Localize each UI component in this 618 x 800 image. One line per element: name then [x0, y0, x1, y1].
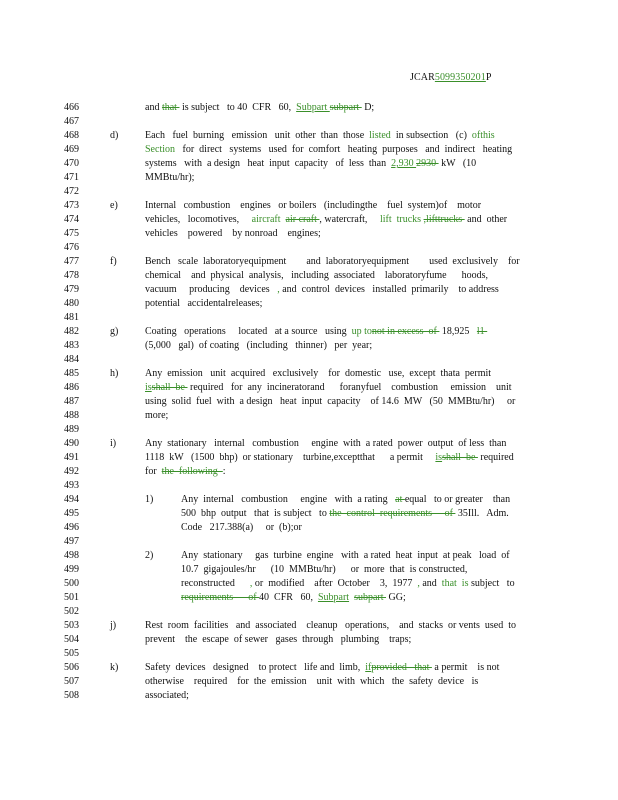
line-number: 470	[64, 158, 79, 169]
inserted-underlined-text: 2,930	[391, 158, 417, 169]
text-line	[145, 144, 512, 155]
line-number: 497	[64, 536, 79, 547]
text-line	[145, 634, 411, 645]
text-line	[145, 158, 476, 169]
paragraph-marker: 2)	[145, 550, 154, 561]
document-id	[410, 72, 492, 83]
text-run: Bench scale laboratoryequipment and laboratoryequipment used exclusively for	[145, 256, 520, 267]
text-run: required for any incineratorand foranyfuel combustion emission unit	[187, 382, 512, 393]
text-line	[145, 662, 499, 673]
text-line	[145, 382, 512, 393]
inserted-text: up to	[351, 326, 372, 337]
text-run: 18,925	[439, 326, 477, 337]
line-number: 466	[64, 102, 79, 113]
line-number: 508	[64, 690, 79, 701]
text-run: (5,000 gal) of coating (including thinner) per year;	[145, 340, 373, 351]
text-run: :	[222, 466, 226, 477]
deleted-text: at	[395, 494, 405, 505]
text-line	[145, 438, 506, 449]
text-run: Coating operations located at a source using	[145, 326, 352, 337]
text-line	[145, 340, 372, 351]
document-id-number: 5099350201	[434, 72, 486, 83]
line-number: 488	[64, 410, 79, 421]
paragraph-marker: d)	[110, 130, 119, 141]
deleted-text: subpart	[329, 102, 362, 113]
text-run: Code 217.388(a) or (b);or	[181, 522, 302, 533]
line-number: 490	[64, 438, 79, 449]
inserted-underlined-text: if	[365, 662, 372, 673]
text-line	[181, 578, 515, 589]
line-number: 500	[64, 578, 79, 589]
text-line	[145, 228, 321, 239]
line-number: 489	[64, 424, 79, 435]
text-run: 35Ill. Adm.	[455, 508, 509, 519]
line-number: 493	[64, 480, 79, 491]
inserted-text: Section	[145, 144, 175, 155]
text-run: 500 bhp output that is subject to	[181, 508, 330, 519]
line-number: 492	[64, 466, 79, 477]
inserted-text: lift trucks	[379, 214, 422, 225]
text-run: Safety devices designed to protect life and limb,	[145, 662, 366, 673]
text-run: 40 CFR 60,	[259, 592, 318, 603]
line-number: 471	[64, 172, 79, 183]
line-number: 498	[64, 550, 79, 561]
paragraph-marker: 1)	[145, 494, 154, 505]
deleted-text: that	[161, 102, 180, 113]
text-run: required	[477, 452, 514, 463]
text-run: Any stationary gas turbine engine with a rated heat input at peak load of	[181, 550, 510, 561]
text-run: is subject to 40 CFR 60,	[179, 102, 297, 113]
deleted-text: shall be	[442, 452, 478, 463]
inserted-text: that is	[441, 578, 469, 589]
text-run: potential accidentalreleases;	[145, 298, 263, 309]
text-line	[145, 200, 481, 211]
line-number: 469	[64, 144, 79, 155]
line-number: 474	[64, 214, 79, 225]
text-run: a permit is not	[431, 662, 500, 673]
inserted-text: ofthis	[471, 130, 495, 141]
deleted-text: provided that	[371, 662, 432, 673]
text-run: Any internal combustion engine with a rating	[181, 494, 396, 505]
text-run: vehicles, locomotives,	[145, 214, 252, 225]
line-number: 506	[64, 662, 79, 673]
line-number: 476	[64, 242, 79, 253]
line-number: 502	[64, 606, 79, 617]
text-line	[145, 214, 507, 225]
text-run: in subsection (c)	[390, 130, 472, 141]
line-number: 504	[64, 634, 79, 645]
paragraph-marker: k)	[110, 662, 119, 673]
deleted-text: the following	[161, 466, 223, 477]
text-run: 1118 kW (1500 bhp) or stationary turbine,exceptthat a permit	[145, 452, 436, 463]
deleted-text: l1	[476, 326, 488, 337]
deleted-text: the control requirements of	[329, 508, 456, 519]
deleted-text: not in excess of	[371, 326, 440, 337]
text-run: more;	[145, 410, 169, 421]
line-number: 505	[64, 648, 79, 659]
line-number: 495	[64, 508, 79, 519]
text-run: Internal combustion engines or boilers (includingthe fuel system)of motor	[145, 200, 482, 211]
text-run: , watercraft,	[319, 214, 380, 225]
text-run: Any emission unit acquired exclusively for domestic use, except thata permit	[145, 368, 492, 379]
text-run: Any stationary internal combustion engine with a rated power output of less than	[145, 438, 507, 449]
text-run: Rest room facilities and associated cleanup operations, and stacks or vents used to	[145, 620, 517, 631]
line-number: 479	[64, 284, 79, 295]
document-id-suffix: P	[485, 72, 492, 83]
text-line	[145, 172, 194, 183]
text-run: chemical and physical analysis, including associated laboratoryfume hoods,	[145, 270, 488, 281]
text-run: using solid fuel with a design heat input capacity of 14.6 MW (50 MMBtu/hr) or	[145, 396, 516, 407]
text-run: prevent the escape of sewer gases through plumbing traps;	[145, 634, 412, 645]
text-line	[145, 410, 168, 421]
line-number: 496	[64, 522, 79, 533]
text-line	[145, 452, 514, 463]
line-number: 467	[64, 116, 79, 127]
text-line	[145, 270, 488, 281]
text-line	[181, 592, 406, 603]
text-run: MMBtu/hr);	[145, 172, 195, 183]
paragraph-marker: e)	[110, 200, 118, 211]
text-line	[145, 620, 516, 631]
text-run: kW (10	[438, 158, 477, 169]
deleted-text: air craft	[285, 214, 320, 225]
paragraph-marker: g)	[110, 326, 119, 337]
inserted-text: ,	[417, 578, 420, 589]
line-number: 475	[64, 228, 79, 239]
text-run: 10.7 gigajoules/hr (10 MMBtu/hr) or more that is constructed,	[181, 564, 468, 575]
paragraph-marker: h)	[110, 368, 119, 379]
line-number: 499	[64, 564, 79, 575]
line-number: 503	[64, 620, 79, 631]
text-run: systems with a design heat input capacity of less than	[145, 158, 392, 169]
line-number: 481	[64, 312, 79, 323]
text-run: associated;	[145, 690, 189, 701]
text-line	[145, 690, 189, 701]
inserted-text: ,	[249, 578, 253, 589]
text-run: or modified after October 3, 1977	[252, 578, 418, 589]
line-number: 494	[64, 494, 79, 505]
deleted-text: requirements of	[181, 592, 260, 603]
inserted-text: listed	[369, 130, 391, 141]
paragraph-marker: j)	[110, 620, 117, 631]
line-number: 487	[64, 396, 79, 407]
document-id-prefix: JCAR	[410, 72, 435, 83]
paragraph-marker: f)	[110, 256, 117, 267]
text-line	[145, 368, 491, 379]
text-run: and control devices installed primarily to address	[279, 284, 499, 295]
text-run: subject to	[468, 578, 515, 589]
text-run: and	[145, 102, 162, 113]
text-line	[145, 256, 520, 267]
text-line	[145, 326, 487, 337]
inserted-underlined-text: Subpart	[317, 592, 350, 603]
text-run: vehicles powered by nonroad engines;	[145, 228, 321, 239]
text-run: D;	[361, 102, 375, 113]
line-number: 473	[64, 200, 79, 211]
text-line	[145, 130, 495, 141]
text-run: and other	[464, 214, 508, 225]
text-run: for	[145, 466, 162, 477]
text-line	[145, 676, 478, 687]
text-run: reconstructed	[181, 578, 250, 589]
line-number: 501	[64, 592, 79, 603]
deleted-text: shall be	[151, 382, 188, 393]
paragraph-marker: i)	[110, 438, 117, 449]
deleted-text: subpart	[354, 592, 387, 603]
line-number: 482	[64, 326, 79, 337]
text-line	[145, 298, 262, 309]
line-number: 485	[64, 368, 79, 379]
text-run: equal to or greater than	[404, 494, 511, 505]
text-run: vacuum producing devices	[145, 284, 278, 295]
inserted-underlined-text: Subpart	[296, 102, 330, 113]
line-number: 478	[64, 270, 79, 281]
text-line	[181, 494, 510, 505]
deleted-text: ,lifttrucks	[423, 214, 465, 225]
text-line	[181, 522, 302, 533]
text-line	[181, 508, 509, 519]
line-number: 480	[64, 298, 79, 309]
inserted-text: ,	[277, 284, 280, 295]
text-run: GG;	[386, 592, 406, 603]
deleted-text: 2930	[416, 158, 439, 169]
text-run: Each fuel burning emission unit other than those	[145, 130, 370, 141]
text-run: for direct systems used for comfort heating purposes and indirect heating	[175, 144, 513, 155]
inserted-text: aircraft	[251, 214, 281, 225]
text-line	[181, 550, 510, 561]
text-line	[145, 102, 374, 113]
line-number: 468	[64, 130, 79, 141]
line-number: 491	[64, 452, 79, 463]
line-number: 477	[64, 256, 79, 267]
text-line	[145, 284, 499, 295]
line-number: 472	[64, 186, 79, 197]
line-number: 507	[64, 676, 79, 687]
inserted-underlined-text: is	[435, 452, 443, 463]
text-run: and	[419, 578, 442, 589]
text-line	[181, 564, 467, 575]
line-number: 483	[64, 340, 79, 351]
text-run: otherwise required for the emission unit with which the safety device is	[145, 676, 479, 687]
inserted-underlined-text: is	[145, 382, 152, 393]
line-number: 484	[64, 354, 79, 365]
text-line	[145, 396, 515, 407]
text-line	[145, 466, 226, 477]
line-number: 486	[64, 382, 79, 393]
